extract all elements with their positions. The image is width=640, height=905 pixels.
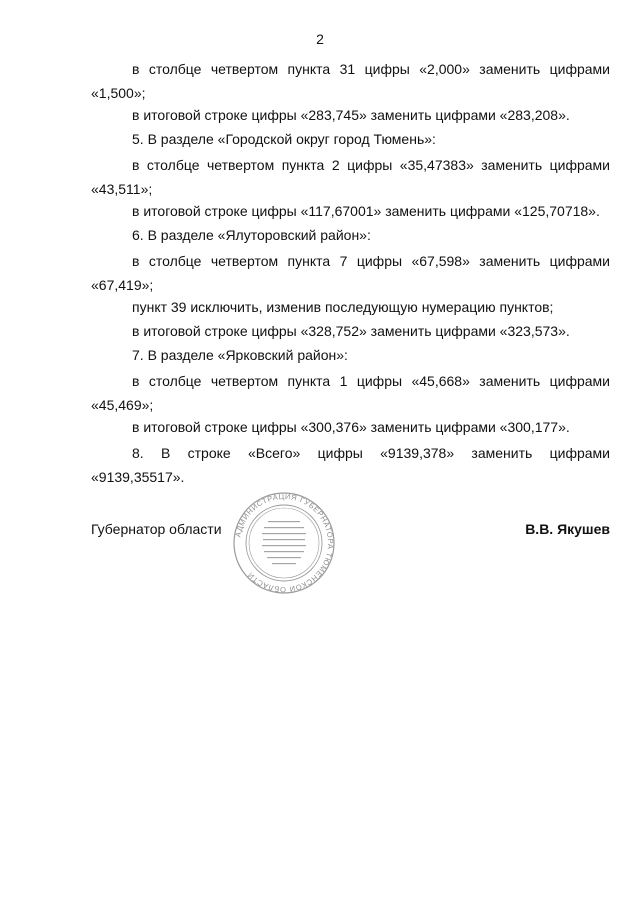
section-heading: 5. В разделе «Городской округ город Тюмень»: (132, 131, 436, 147)
paragraph: в столбце четвертом пункта 1 цифры «45,668» заменить цифрами «45,469»; (91, 373, 610, 413)
official-seal-stamp (232, 491, 336, 595)
document-body (91, 57, 610, 489)
paragraph: в столбце четвертом пункта 31 цифры «2,000» заменить цифрами «1,500»; (91, 61, 610, 101)
svg-text:АДМИНИСТРАЦИЯ ГУБЕРНАТОРА ТЮМЕ (233, 492, 335, 594)
paragraph: в итоговой строке цифры «283,745» заменить цифрами «283,208». (132, 107, 570, 123)
seal-ring-text: АДМИНИСТРАЦИЯ ГУБЕРНАТОРА ТЮМЕНСКОЙ ОБЛАСТИ (233, 491, 336, 595)
paragraph: 8. В строке «Всего» цифры «9139,378» заменить цифрами «9139,35517». (91, 445, 610, 485)
paragraph: в столбце четвертом пункта 2 цифры «35,47383» заменить цифрами «43,511»; (91, 157, 610, 197)
paragraph: в итоговой строке цифры «300,376» заменить цифрами «300,177». (132, 419, 570, 435)
section-heading: 7. В разделе «Ярковский район»: (132, 347, 348, 363)
paragraph: в итоговой строке цифры «328,752» заменить цифрами «323,573». (132, 323, 570, 339)
section-heading: 6. В разделе «Ялуторовский район»: (132, 227, 371, 243)
paragraph: пункт 39 исключить, изменив последующую нумерацию пунктов; (132, 299, 554, 315)
paragraph: в итоговой строке цифры «117,67001» заменить цифрами «125,70718». (132, 203, 600, 219)
signer-position: Губернатор области (91, 521, 222, 537)
page-number: 2 (316, 31, 324, 47)
signer-name: В.В. Якушев (525, 521, 610, 537)
paragraph: в столбце четвертом пункта 7 цифры «67,598» заменить цифрами «67,419»; (91, 253, 610, 293)
